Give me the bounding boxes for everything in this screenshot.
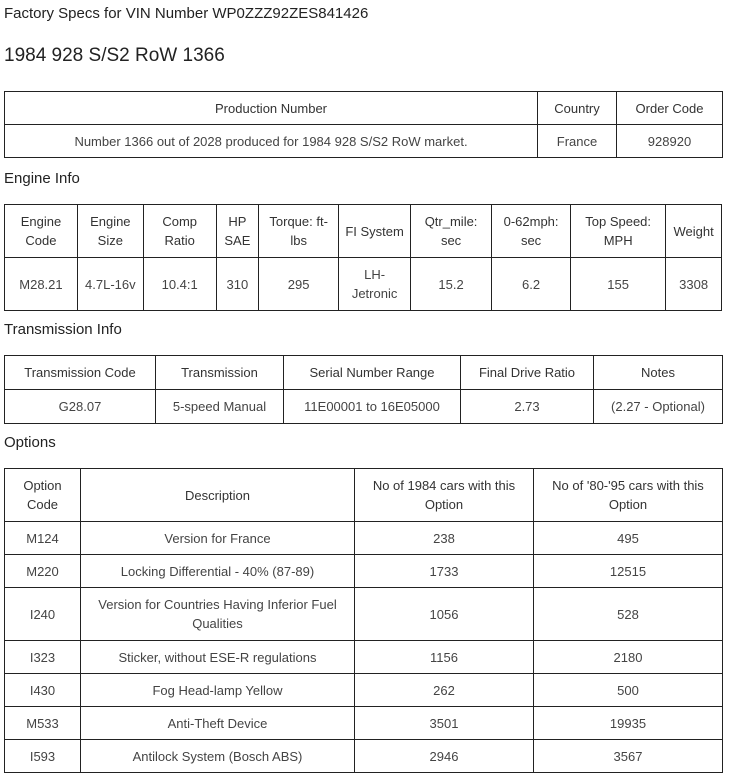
- option-code-cell: M533: [5, 707, 81, 740]
- table-cell: 2.73: [461, 390, 594, 424]
- table-cell: 10.4:1: [143, 258, 216, 311]
- column-header: Transmission: [156, 356, 284, 390]
- option-description-cell: Locking Differential - 40% (87-89): [81, 555, 355, 588]
- column-header: Country: [538, 92, 617, 125]
- table-cell: 5-speed Manual: [156, 390, 284, 424]
- option-code-cell: I323: [5, 641, 81, 674]
- column-header: Engine Code: [5, 205, 78, 258]
- table-header-row: [5, 205, 722, 258]
- table-row: [5, 258, 722, 311]
- column-header: No of '80-'95 cars with this Option: [534, 469, 723, 522]
- option-description-cell: Anti-Theft Device: [81, 707, 355, 740]
- country-cell: France: [538, 125, 617, 158]
- column-header: Weight: [666, 205, 722, 258]
- table-cell: 295: [259, 258, 339, 311]
- column-header: 0-62mph: sec: [492, 205, 571, 258]
- table-cell: 15.2: [411, 258, 492, 311]
- table-cell: LH-Jetronic: [339, 258, 411, 311]
- option-code-cell: I240: [5, 588, 81, 641]
- table-row: [5, 522, 723, 555]
- column-header: Notes: [594, 356, 723, 390]
- option-count-1984-cell: 1056: [355, 588, 534, 641]
- options-table: [4, 468, 723, 773]
- column-header: FI System: [339, 205, 411, 258]
- column-header: Qtr_mile: sec: [411, 205, 492, 258]
- column-header: Production Number: [5, 92, 538, 125]
- table-row: [5, 641, 723, 674]
- vin-header: Factory Specs for VIN Number WP0ZZZ92ZES841426: [4, 5, 369, 22]
- option-count-total-cell: 19935: [534, 707, 723, 740]
- column-header: Option Code: [5, 469, 81, 522]
- column-header: Order Code: [617, 92, 723, 125]
- option-count-total-cell: 3567: [534, 740, 723, 773]
- column-header: Transmission Code: [5, 356, 156, 390]
- option-count-total-cell: 2180: [534, 641, 723, 674]
- table-cell: 11E00001 to 16E05000: [284, 390, 461, 424]
- table-cell: 3308: [666, 258, 722, 311]
- option-count-1984-cell: 1156: [355, 641, 534, 674]
- column-header: Final Drive Ratio: [461, 356, 594, 390]
- table-row: [5, 588, 723, 641]
- table-row: [5, 740, 723, 773]
- option-count-1984-cell: 2946: [355, 740, 534, 773]
- option-count-total-cell: 495: [534, 522, 723, 555]
- production-table: [4, 91, 723, 158]
- table-cell: 310: [216, 258, 259, 311]
- option-description-cell: Version for Countries Having Inferior Fuel Qualities: [81, 588, 355, 641]
- column-header: No of 1984 cars with this Option: [355, 469, 534, 522]
- option-count-1984-cell: 238: [355, 522, 534, 555]
- option-count-1984-cell: 262: [355, 674, 534, 707]
- column-header: Description: [81, 469, 355, 522]
- table-cell: 4.7L-16v: [77, 258, 143, 311]
- table-cell: (2.27 - Optional): [594, 390, 723, 424]
- table-row: [5, 555, 723, 588]
- table-header-row: [5, 92, 723, 125]
- column-header: HP SAE: [216, 205, 259, 258]
- option-count-1984-cell: 3501: [355, 707, 534, 740]
- transmission-info-title: Transmission Info: [4, 321, 122, 338]
- table-row: [5, 390, 723, 424]
- column-header: Serial Number Range: [284, 356, 461, 390]
- table-row: [5, 125, 723, 158]
- column-header: Comp Ratio: [143, 205, 216, 258]
- option-code-cell: I593: [5, 740, 81, 773]
- order-code-cell: 928920: [617, 125, 723, 158]
- table-row: [5, 707, 723, 740]
- engine-table: [4, 204, 722, 311]
- table-cell: 155: [571, 258, 666, 311]
- option-code-cell: I430: [5, 674, 81, 707]
- model-title: 1984 928 S/S2 RoW 1366: [4, 45, 225, 66]
- option-description-cell: Version for France: [81, 522, 355, 555]
- table-cell: M28.21: [5, 258, 78, 311]
- option-description-cell: Fog Head-lamp Yellow: [81, 674, 355, 707]
- transmission-table: [4, 355, 723, 424]
- column-header: Engine Size: [77, 205, 143, 258]
- column-header: Top Speed: MPH: [571, 205, 666, 258]
- option-code-cell: M220: [5, 555, 81, 588]
- table-header-row: [5, 356, 723, 390]
- column-header: Torque: ft-lbs: [259, 205, 339, 258]
- options-title: Options: [4, 434, 56, 451]
- option-count-total-cell: 500: [534, 674, 723, 707]
- option-description-cell: Sticker, without ESE-R regulations: [81, 641, 355, 674]
- table-cell: G28.07: [5, 390, 156, 424]
- option-code-cell: M124: [5, 522, 81, 555]
- engine-info-title: Engine Info: [4, 170, 80, 187]
- option-count-total-cell: 528: [534, 588, 723, 641]
- option-count-total-cell: 12515: [534, 555, 723, 588]
- option-count-1984-cell: 1733: [355, 555, 534, 588]
- table-cell: 6.2: [492, 258, 571, 311]
- table-header-row: [5, 469, 723, 522]
- table-row: [5, 674, 723, 707]
- production-number-cell: Number 1366 out of 2028 produced for 1984 928 S/S2 RoW market.: [5, 125, 538, 158]
- option-description-cell: Antilock System (Bosch ABS): [81, 740, 355, 773]
